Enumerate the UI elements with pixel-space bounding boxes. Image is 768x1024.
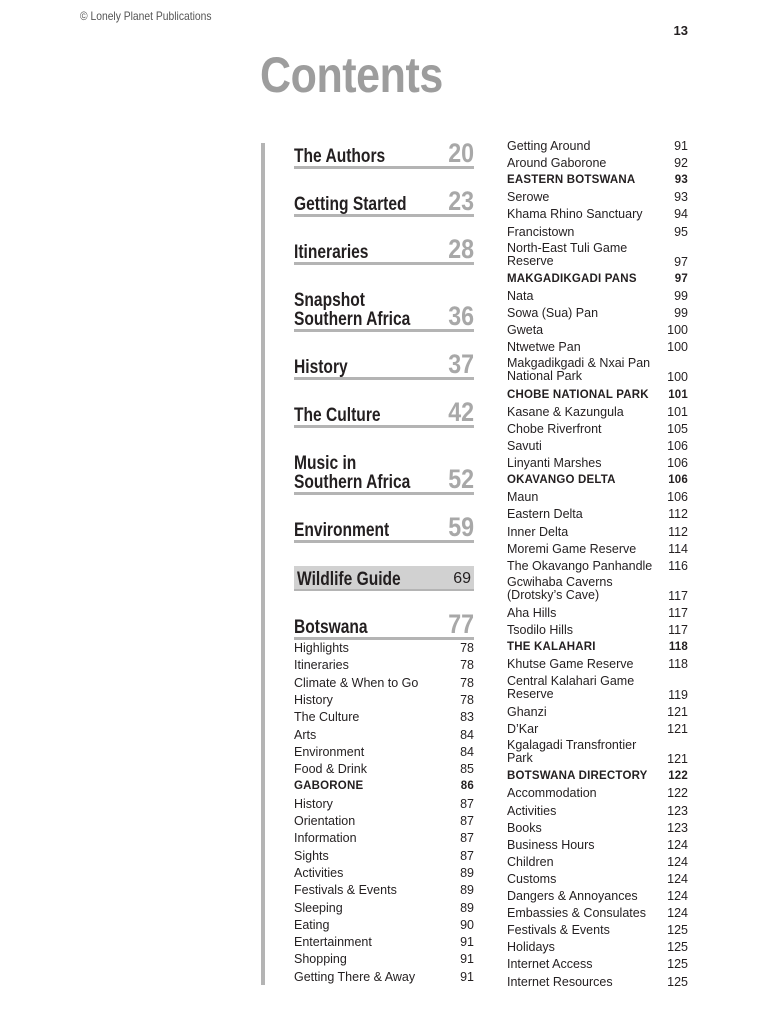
toc-entry[interactable] (507, 906, 688, 920)
entry-page: 122 (667, 786, 688, 801)
entry-page: 93 (674, 174, 688, 187)
toc-entry[interactable] (294, 866, 474, 880)
toc-entry[interactable] (507, 576, 688, 603)
entry-page: 118 (668, 641, 688, 654)
entry-name: EASTERN BOTSWANA (507, 174, 636, 187)
chapter-title: Botswana (294, 617, 368, 638)
page-number: 13 (673, 23, 688, 38)
entry-name: Ntwetwe Pan (507, 340, 581, 355)
entry-page: 105 (667, 421, 688, 436)
entry-name: Moremi Game Reserve (507, 541, 637, 556)
entry-page: 91 (674, 139, 688, 153)
toc-entry[interactable] (507, 439, 688, 453)
section-heading[interactable] (507, 388, 688, 402)
entry-name: Activities (507, 803, 557, 818)
chapter-page: 28 (448, 234, 474, 264)
entry-page: 84 (460, 727, 474, 742)
entry-name: Serowe (507, 190, 550, 205)
toc-entry[interactable] (294, 762, 474, 776)
entry-page: 89 (460, 865, 474, 880)
entry-name: Festivals & Events (507, 923, 610, 938)
entry-page: 122 (668, 770, 688, 783)
entry-page: 99 (674, 306, 688, 321)
entry-name: Kgalagadi Transfrontier Park (507, 738, 637, 765)
entry-name: Festivals & Events (294, 883, 397, 898)
entry-name: Arts (294, 727, 317, 742)
section-heading[interactable] (507, 640, 688, 654)
entry-page: 89 (460, 900, 474, 915)
entry-page: 93 (674, 190, 688, 205)
entry-page: 89 (460, 883, 474, 898)
toc-entry[interactable] (294, 831, 474, 845)
page-title: Contents (260, 47, 443, 103)
toc-entry[interactable] (507, 872, 688, 886)
chapter-title: The Culture (294, 405, 381, 426)
toc-entry[interactable] (294, 710, 474, 724)
section-heading[interactable] (507, 272, 688, 286)
toc-entry[interactable] (294, 797, 474, 811)
toc-entry[interactable] (507, 559, 688, 573)
chapter-title: Music in Southern Africa (294, 453, 411, 493)
entry-name: MAKGADIKGADI PANS (507, 272, 637, 285)
entry-name: Shopping (294, 952, 347, 967)
entry-name: BOTSWANA DIRECTORY (507, 770, 648, 783)
entry-name: Internet Access (507, 957, 593, 972)
entry-page: 100 (667, 370, 688, 385)
entry-page: 118 (668, 657, 688, 672)
entry-page: 87 (460, 848, 474, 863)
entry-name: Sleeping (294, 900, 343, 915)
toc-entry[interactable] (507, 606, 688, 620)
toc-entry[interactable] (294, 952, 474, 966)
toc-entry[interactable] (294, 918, 474, 932)
chapter-snapshot-southern-africa[interactable] (294, 287, 474, 332)
toc-entry[interactable] (507, 156, 688, 170)
toc-entry[interactable] (294, 745, 474, 759)
entry-name: Chobe Riverfront (507, 421, 602, 436)
entry-page: 124 (667, 854, 688, 869)
entry-name: Makgadikgadi & Nxai Pan National Park (507, 356, 651, 384)
entry-name: OKAVANGO DELTA (507, 474, 616, 487)
toc-entry[interactable] (507, 722, 688, 736)
entry-page: 95 (674, 224, 688, 239)
entry-page: 117 (668, 588, 688, 603)
toc-entry[interactable] (507, 242, 688, 269)
toc-entry[interactable] (507, 975, 688, 989)
entry-page: 125 (667, 923, 688, 938)
entry-page: 121 (667, 704, 688, 719)
entry-page: 112 (668, 524, 688, 539)
entry-page: 78 (460, 641, 474, 655)
chapter-page: 20 (448, 138, 474, 168)
entry-name: Information (294, 831, 357, 846)
entry-name: Accommodation (507, 786, 597, 801)
entry-name: Eating (294, 917, 330, 932)
entry-page: 124 (667, 837, 688, 852)
entry-name: Dangers & Annoyances (507, 889, 638, 903)
entry-name: Activities (294, 865, 344, 880)
entry-name: Savuti (507, 439, 542, 453)
entry-page: 123 (667, 820, 688, 835)
entry-page: 123 (667, 803, 688, 818)
entry-page: 125 (667, 940, 688, 955)
entry-name: Holidays (507, 940, 555, 955)
chapter-getting-started[interactable] (294, 186, 474, 217)
toc-entry[interactable] (507, 422, 688, 436)
entry-page: 117 (668, 606, 688, 621)
entry-page: 106 (667, 490, 688, 505)
entry-name: Francistown (507, 224, 575, 239)
entry-name: Ghanzi (507, 704, 547, 719)
entry-page: 99 (674, 289, 688, 303)
toc-entry[interactable] (507, 507, 688, 521)
toc-entry[interactable] (507, 804, 688, 818)
entry-page: 78 (460, 658, 474, 673)
toc-entry[interactable] (507, 542, 688, 556)
toc-entry[interactable] (507, 289, 688, 303)
entry-page: 100 (667, 340, 688, 355)
toc-entry[interactable] (507, 405, 688, 419)
toc-entry[interactable] (507, 957, 688, 971)
entry-page: 121 (667, 721, 688, 736)
entry-name: Children (507, 854, 554, 869)
entry-name: Nata (507, 289, 534, 303)
entry-name: Sights (294, 848, 329, 863)
chapter-title: The Authors (294, 146, 386, 167)
side-rule (261, 143, 265, 985)
entry-page: 100 (667, 323, 688, 338)
entry-name: Eastern Delta (507, 507, 583, 522)
entry-name: Gweta (507, 323, 544, 338)
toc-entry[interactable] (507, 525, 688, 539)
chapter-history[interactable] (294, 349, 474, 380)
entry-page: 119 (668, 687, 688, 702)
toc-entry[interactable] (507, 889, 688, 903)
toc-entry[interactable] (507, 357, 688, 384)
entry-page: 114 (668, 541, 688, 556)
chapter-the-authors[interactable] (294, 138, 474, 169)
entry-name: D’Kar (507, 721, 539, 736)
entry-name: Tsodilo Hills (507, 623, 573, 638)
entry-page: 124 (667, 871, 688, 886)
entry-page: 92 (674, 156, 688, 171)
entry-name: Itineraries (294, 658, 349, 673)
entry-page: 91 (460, 935, 474, 950)
section-heading[interactable] (294, 779, 474, 793)
entry-page: 87 (460, 814, 474, 828)
toc-entry[interactable] (507, 675, 688, 702)
toc-entry[interactable] (507, 940, 688, 954)
chapter-the-culture[interactable] (294, 397, 474, 428)
entry-page: 106 (667, 456, 688, 471)
entry-name: History (294, 796, 333, 811)
toc-entry[interactable] (294, 849, 474, 863)
chapter-title: Getting Started (294, 194, 407, 215)
entry-name: CHOBE NATIONAL PARK (507, 388, 649, 401)
entry-name: Khutse Game Reserve (507, 657, 634, 672)
entry-name: Getting Around (507, 139, 591, 153)
entry-name: Highlights (294, 641, 349, 655)
entry-page: 87 (460, 796, 474, 811)
entry-page: 125 (667, 957, 688, 972)
toc-entry[interactable] (507, 225, 688, 239)
toc-entry[interactable] (507, 739, 688, 766)
entry-page: 91 (460, 969, 474, 984)
entry-page: 112 (668, 507, 688, 522)
entry-name: North-East Tuli Game Reserve (507, 240, 628, 268)
entry-page: 117 (668, 623, 688, 638)
entry-name: Gcwihaba Caverns (Drotsky’s Cave) (507, 574, 613, 602)
entry-name: Internet Resources (507, 974, 613, 989)
toc-entry[interactable] (507, 207, 688, 221)
entry-name: Getting There & Away (294, 969, 416, 984)
toc-entry[interactable] (507, 657, 688, 671)
toc-entry[interactable] (507, 456, 688, 470)
chapter-environment[interactable] (294, 512, 474, 543)
entry-name: Food & Drink (294, 762, 367, 777)
toc-entry[interactable] (507, 838, 688, 852)
entry-name: Entertainment (294, 935, 372, 950)
entry-name: THE KALAHARI (507, 641, 596, 654)
entry-name: Kasane & Kazungula (507, 404, 624, 419)
entry-page: 91 (460, 952, 474, 967)
entry-name: Maun (507, 490, 539, 505)
toc-entry[interactable] (294, 935, 474, 949)
section-heading[interactable] (507, 473, 688, 487)
chapter-page: 23 (448, 186, 474, 216)
toc-entry[interactable] (294, 658, 474, 672)
entry-page: 106 (668, 474, 688, 487)
entry-page: 101 (668, 388, 688, 401)
toc-entry[interactable] (294, 641, 474, 655)
section-heading[interactable] (507, 173, 688, 187)
entry-name: Aha Hills (507, 606, 557, 621)
entry-page: 78 (460, 692, 474, 707)
toc-entry[interactable] (507, 923, 688, 937)
entry-page: 124 (667, 889, 688, 903)
entry-name: Around Gaborone (507, 156, 607, 171)
wildlife-guide-chapter[interactable] (294, 566, 474, 591)
toc-entry[interactable] (507, 490, 688, 504)
chapter-title: Snapshot Southern Africa (294, 290, 411, 330)
chapter-title: Wildlife Guide (297, 569, 401, 590)
entry-name: Linyanti Marshes (507, 456, 602, 471)
toc-entry[interactable] (507, 623, 688, 637)
chapter-title: History (294, 357, 348, 378)
copyright-notice: © Lonely Planet Publications (80, 9, 212, 23)
entry-page: 106 (667, 439, 688, 453)
chapter-page: 42 (448, 397, 474, 427)
toc-entry[interactable] (507, 705, 688, 719)
chapter-music-in-southern-africa[interactable] (294, 451, 474, 495)
entry-page: 87 (460, 831, 474, 846)
entry-name: Environment (294, 744, 365, 759)
entry-name: Sowa (Sua) Pan (507, 306, 599, 321)
entry-page: 124 (667, 906, 688, 921)
entry-name: Central Kalahari Game Reserve (507, 673, 635, 701)
toc-entry[interactable] (507, 340, 688, 354)
entry-name: Books (507, 820, 542, 835)
entry-page: 94 (674, 207, 688, 222)
entry-page: 125 (667, 974, 688, 989)
entry-page: 85 (460, 762, 474, 777)
entry-page: 84 (460, 744, 474, 759)
toc-entry[interactable] (507, 139, 688, 153)
entry-page: 116 (668, 558, 688, 573)
toc-entry[interactable] (507, 323, 688, 337)
chapter-page: 52 (448, 464, 474, 494)
entry-page: 97 (674, 254, 688, 269)
section-heading[interactable] (507, 769, 688, 783)
entry-name: Climate & When to Go (294, 675, 419, 690)
entry-name: The Okavango Panhandle (507, 558, 653, 573)
entry-name: GABORONE (294, 780, 364, 793)
toc-entry[interactable] (294, 883, 474, 897)
chapter-page: 77 (448, 609, 474, 639)
toc-entry[interactable] (294, 814, 474, 828)
entry-page: 78 (460, 675, 474, 690)
toc-entry[interactable] (294, 970, 474, 984)
entry-page: 86 (460, 780, 474, 793)
entry-name: Customs (507, 871, 557, 886)
chapter-page: 37 (448, 349, 474, 379)
entry-name: The Culture (294, 710, 360, 725)
toc-entry[interactable] (507, 306, 688, 320)
entry-name: Inner Delta (507, 524, 569, 539)
chapter-title: Environment (294, 520, 390, 541)
chapter-page: 69 (453, 570, 471, 587)
entry-name: Orientation (294, 814, 356, 828)
entry-page: 121 (667, 752, 688, 766)
toc-entry[interactable] (507, 786, 688, 800)
toc-entry[interactable] (294, 728, 474, 742)
toc-entry[interactable] (507, 855, 688, 869)
entry-name: Khama Rhino Sanctuary (507, 207, 643, 222)
chapter-title: Itineraries (294, 242, 369, 263)
toc-entry[interactable] (507, 190, 688, 204)
chapter-botswana[interactable] (294, 609, 474, 640)
toc-entry[interactable] (294, 676, 474, 690)
chapter-page: 36 (448, 301, 474, 331)
toc-entry[interactable] (507, 821, 688, 835)
entry-name: Business Hours (507, 837, 595, 852)
chapter-itineraries[interactable] (294, 234, 474, 265)
entry-name: Embassies & Consulates (507, 906, 646, 921)
toc-entry[interactable] (294, 901, 474, 915)
chapter-page: 59 (448, 512, 474, 542)
entry-page: 101 (667, 404, 688, 419)
toc-entry[interactable] (294, 693, 474, 707)
entry-page: 83 (460, 710, 474, 725)
entry-name: History (294, 692, 333, 707)
entry-page: 97 (674, 272, 688, 285)
entry-page: 90 (460, 917, 474, 932)
